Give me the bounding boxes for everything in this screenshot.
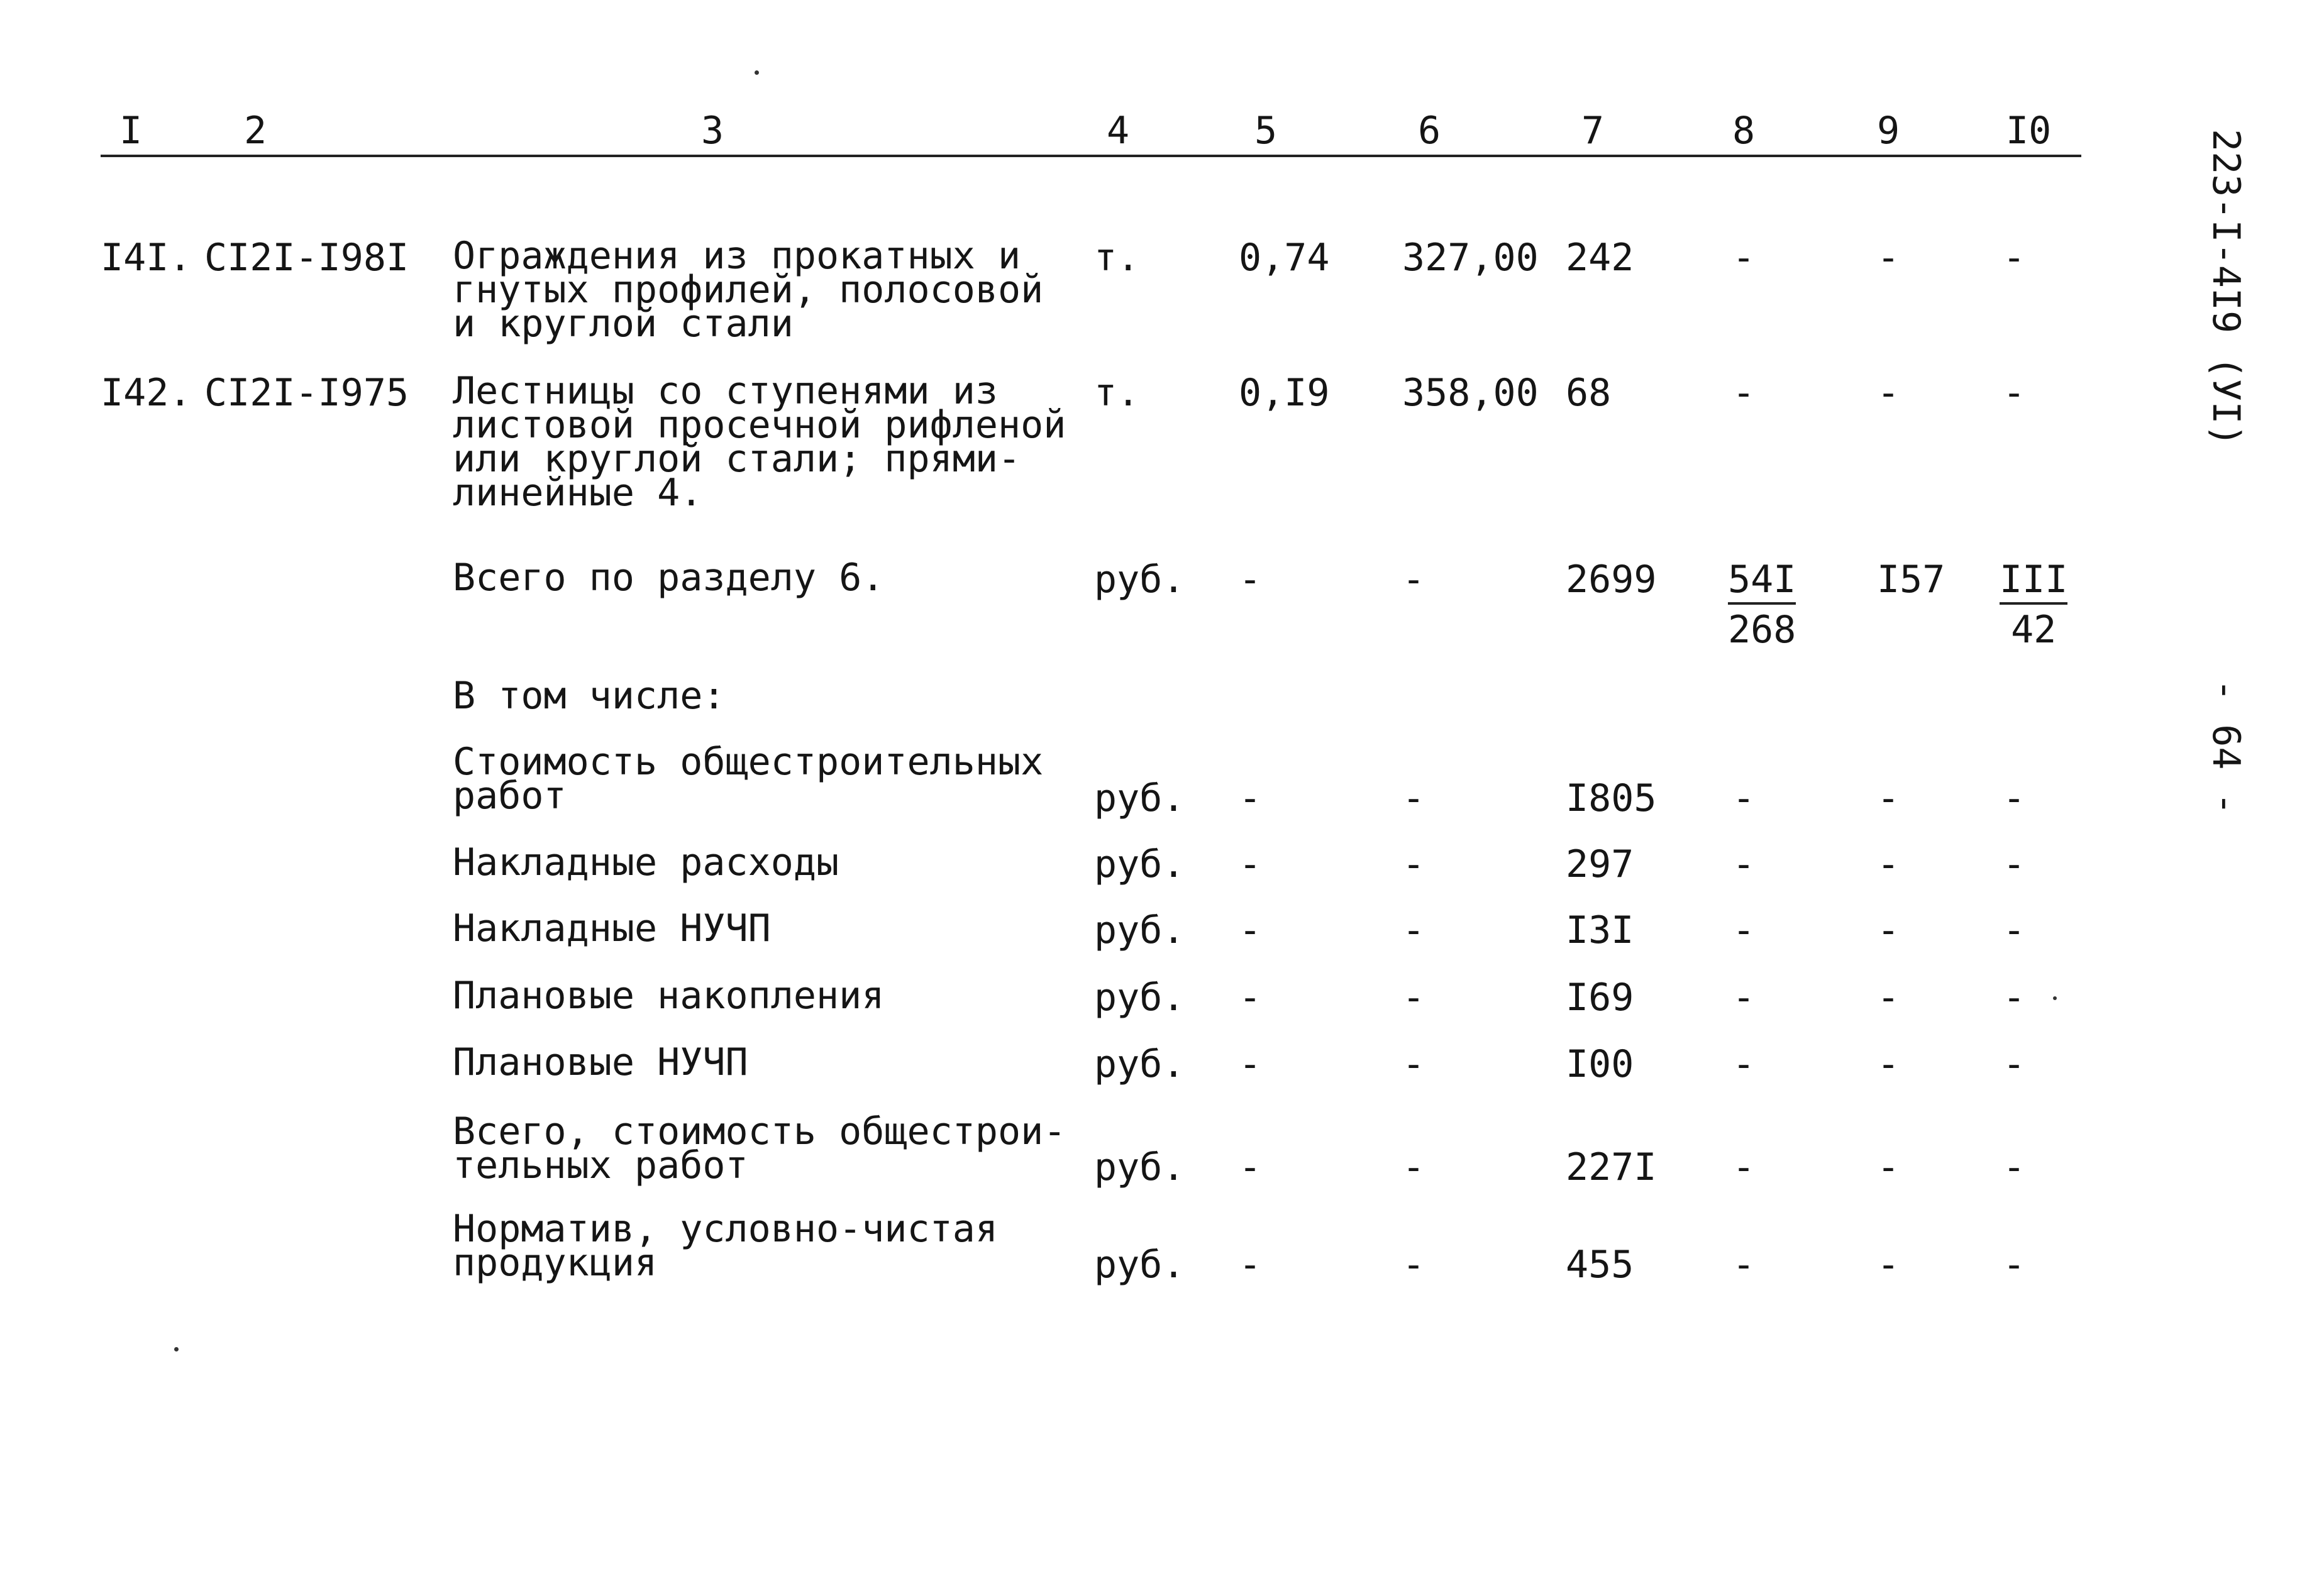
row-unit: руб.: [1094, 1243, 1185, 1287]
row-col5: -: [1239, 776, 1262, 820]
total-col6: -: [1402, 558, 1425, 602]
row-description: Норматив, условно-чистая продукция: [453, 1207, 998, 1285]
row-description: Стоимость общестроительных работ: [453, 740, 1044, 818]
total-col9: I57: [1877, 558, 1945, 602]
page-number-vertical: - 64 -: [2204, 679, 2248, 815]
row-col10: -: [2003, 1042, 2026, 1086]
row-col10: -: [2003, 236, 2026, 280]
row-description: Накладные расходы: [453, 840, 839, 884]
row-unit: руб.: [1094, 908, 1185, 952]
fraction-denominator: 42: [2011, 608, 2057, 652]
row-col7: 455: [1566, 1243, 1634, 1287]
row-col7: 297: [1566, 842, 1634, 886]
row-col10: -: [2003, 1243, 2026, 1287]
row-col5: 0,74: [1239, 236, 1330, 280]
column-header-4: 4: [1107, 109, 1130, 153]
row-col10: -: [2003, 842, 2026, 886]
row-col10: -: [2003, 908, 2026, 952]
row-col9: -: [1877, 236, 1900, 280]
row-description: Лестницы со ступенями из листовой просечной рифленой или круглой стали; прями- линейные 4.: [453, 369, 1066, 515]
row-description: Ограждения из прокатных и гнутых профилей, полосовой и круглой стали: [453, 234, 1044, 346]
row-col7: 68: [1566, 371, 1612, 415]
row-col10: -: [2003, 1145, 2026, 1189]
scan-speck: [2053, 996, 2057, 1000]
row-col8: -: [1732, 371, 1756, 415]
row-col6: -: [1402, 842, 1425, 886]
row-col7: I805: [1566, 776, 1657, 820]
fraction-numerator: III: [2000, 561, 2067, 605]
row-col6: 327,00: [1402, 236, 1539, 280]
row-description: Плановые накопления: [453, 974, 885, 1018]
row-col7: I00: [1566, 1042, 1634, 1086]
fraction-denominator: 268: [1728, 608, 1796, 652]
row-number: I4I.: [101, 236, 192, 280]
row-col9: -: [1877, 776, 1900, 820]
row-col8: -: [1732, 1243, 1756, 1287]
total-description: Всего по разделу 6.: [453, 556, 885, 600]
row-col10: -: [2003, 776, 2026, 820]
column-header-10: I0: [2006, 109, 2052, 153]
row-col6: -: [1402, 976, 1425, 1020]
row-col8: -: [1732, 1145, 1756, 1189]
column-header-9: 9: [1877, 109, 1900, 153]
row-col7: I3I: [1566, 908, 1634, 952]
document-code-vertical: 223-I-4I9 (УI): [2204, 129, 2248, 447]
row-col7: 227I: [1566, 1145, 1657, 1189]
row-col5: -: [1239, 842, 1262, 886]
row-col8: -: [1732, 1042, 1756, 1086]
row-col10: -: [2003, 976, 2026, 1020]
row-col5: -: [1239, 976, 1262, 1020]
row-unit: руб.: [1094, 776, 1185, 820]
row-col6: -: [1402, 908, 1425, 952]
row-col5: -: [1239, 1243, 1262, 1287]
total-col10-fraction: [2000, 558, 2068, 652]
column-header-8: 8: [1732, 109, 1756, 153]
row-col9: -: [1877, 1145, 1900, 1189]
row-col6: -: [1402, 1145, 1425, 1189]
row-col8: -: [1732, 776, 1756, 820]
row-col6: -: [1402, 1042, 1425, 1086]
column-header-3: 3: [701, 109, 724, 153]
column-header-7: 7: [1581, 109, 1605, 153]
row-col8: -: [1732, 908, 1756, 952]
row-code: CI2I-I975: [204, 371, 409, 415]
column-header-1: I: [119, 109, 143, 153]
row-unit: т.: [1094, 371, 1140, 415]
row-col7: I69: [1566, 976, 1634, 1020]
row-col9: -: [1877, 1243, 1900, 1287]
row-unit: руб.: [1094, 1042, 1185, 1086]
row-unit: руб.: [1094, 842, 1185, 886]
row-col8: -: [1732, 842, 1756, 886]
row-col10: -: [2003, 371, 2026, 415]
header-rule: [101, 155, 2081, 157]
row-description: Накладные НУЧП: [453, 906, 771, 950]
row-col6: 358,00: [1402, 371, 1539, 415]
row-description: Плановые НУЧП: [453, 1040, 748, 1084]
row-code: CI2I-I98I: [204, 236, 409, 280]
row-col6: -: [1402, 1243, 1425, 1287]
column-header-6: 6: [1418, 109, 1441, 153]
column-header-2: 2: [244, 109, 267, 153]
row-unit: руб.: [1094, 1145, 1185, 1189]
row-col5: -: [1239, 1042, 1262, 1086]
total-col5: -: [1239, 558, 1262, 602]
scan-speck: [174, 1347, 179, 1351]
row-col5: 0,I9: [1239, 371, 1330, 415]
row-col5: -: [1239, 908, 1262, 952]
row-col9: -: [1877, 976, 1900, 1020]
fraction-numerator: 54I: [1728, 561, 1796, 605]
row-col9: -: [1877, 1042, 1900, 1086]
row-col7: 242: [1566, 236, 1634, 280]
row-unit: руб.: [1094, 976, 1185, 1020]
row-col8: -: [1732, 976, 1756, 1020]
including-label: В том числе:: [453, 674, 726, 718]
row-col9: -: [1877, 371, 1900, 415]
column-header-5: 5: [1254, 109, 1278, 153]
row-col5: -: [1239, 1145, 1262, 1189]
row-col6: -: [1402, 776, 1425, 820]
row-number: I42.: [101, 371, 192, 415]
row-col9: -: [1877, 908, 1900, 952]
row-col8: -: [1732, 236, 1756, 280]
total-unit: руб.: [1094, 558, 1185, 602]
total-col7: 2699: [1566, 558, 1657, 602]
row-col9: -: [1877, 842, 1900, 886]
row-description: Всего, стоимость общестрои- тельных работ: [453, 1109, 1066, 1187]
row-unit: т.: [1094, 236, 1140, 280]
scan-speck: [755, 70, 759, 75]
total-col8-fraction: [1728, 558, 1796, 652]
